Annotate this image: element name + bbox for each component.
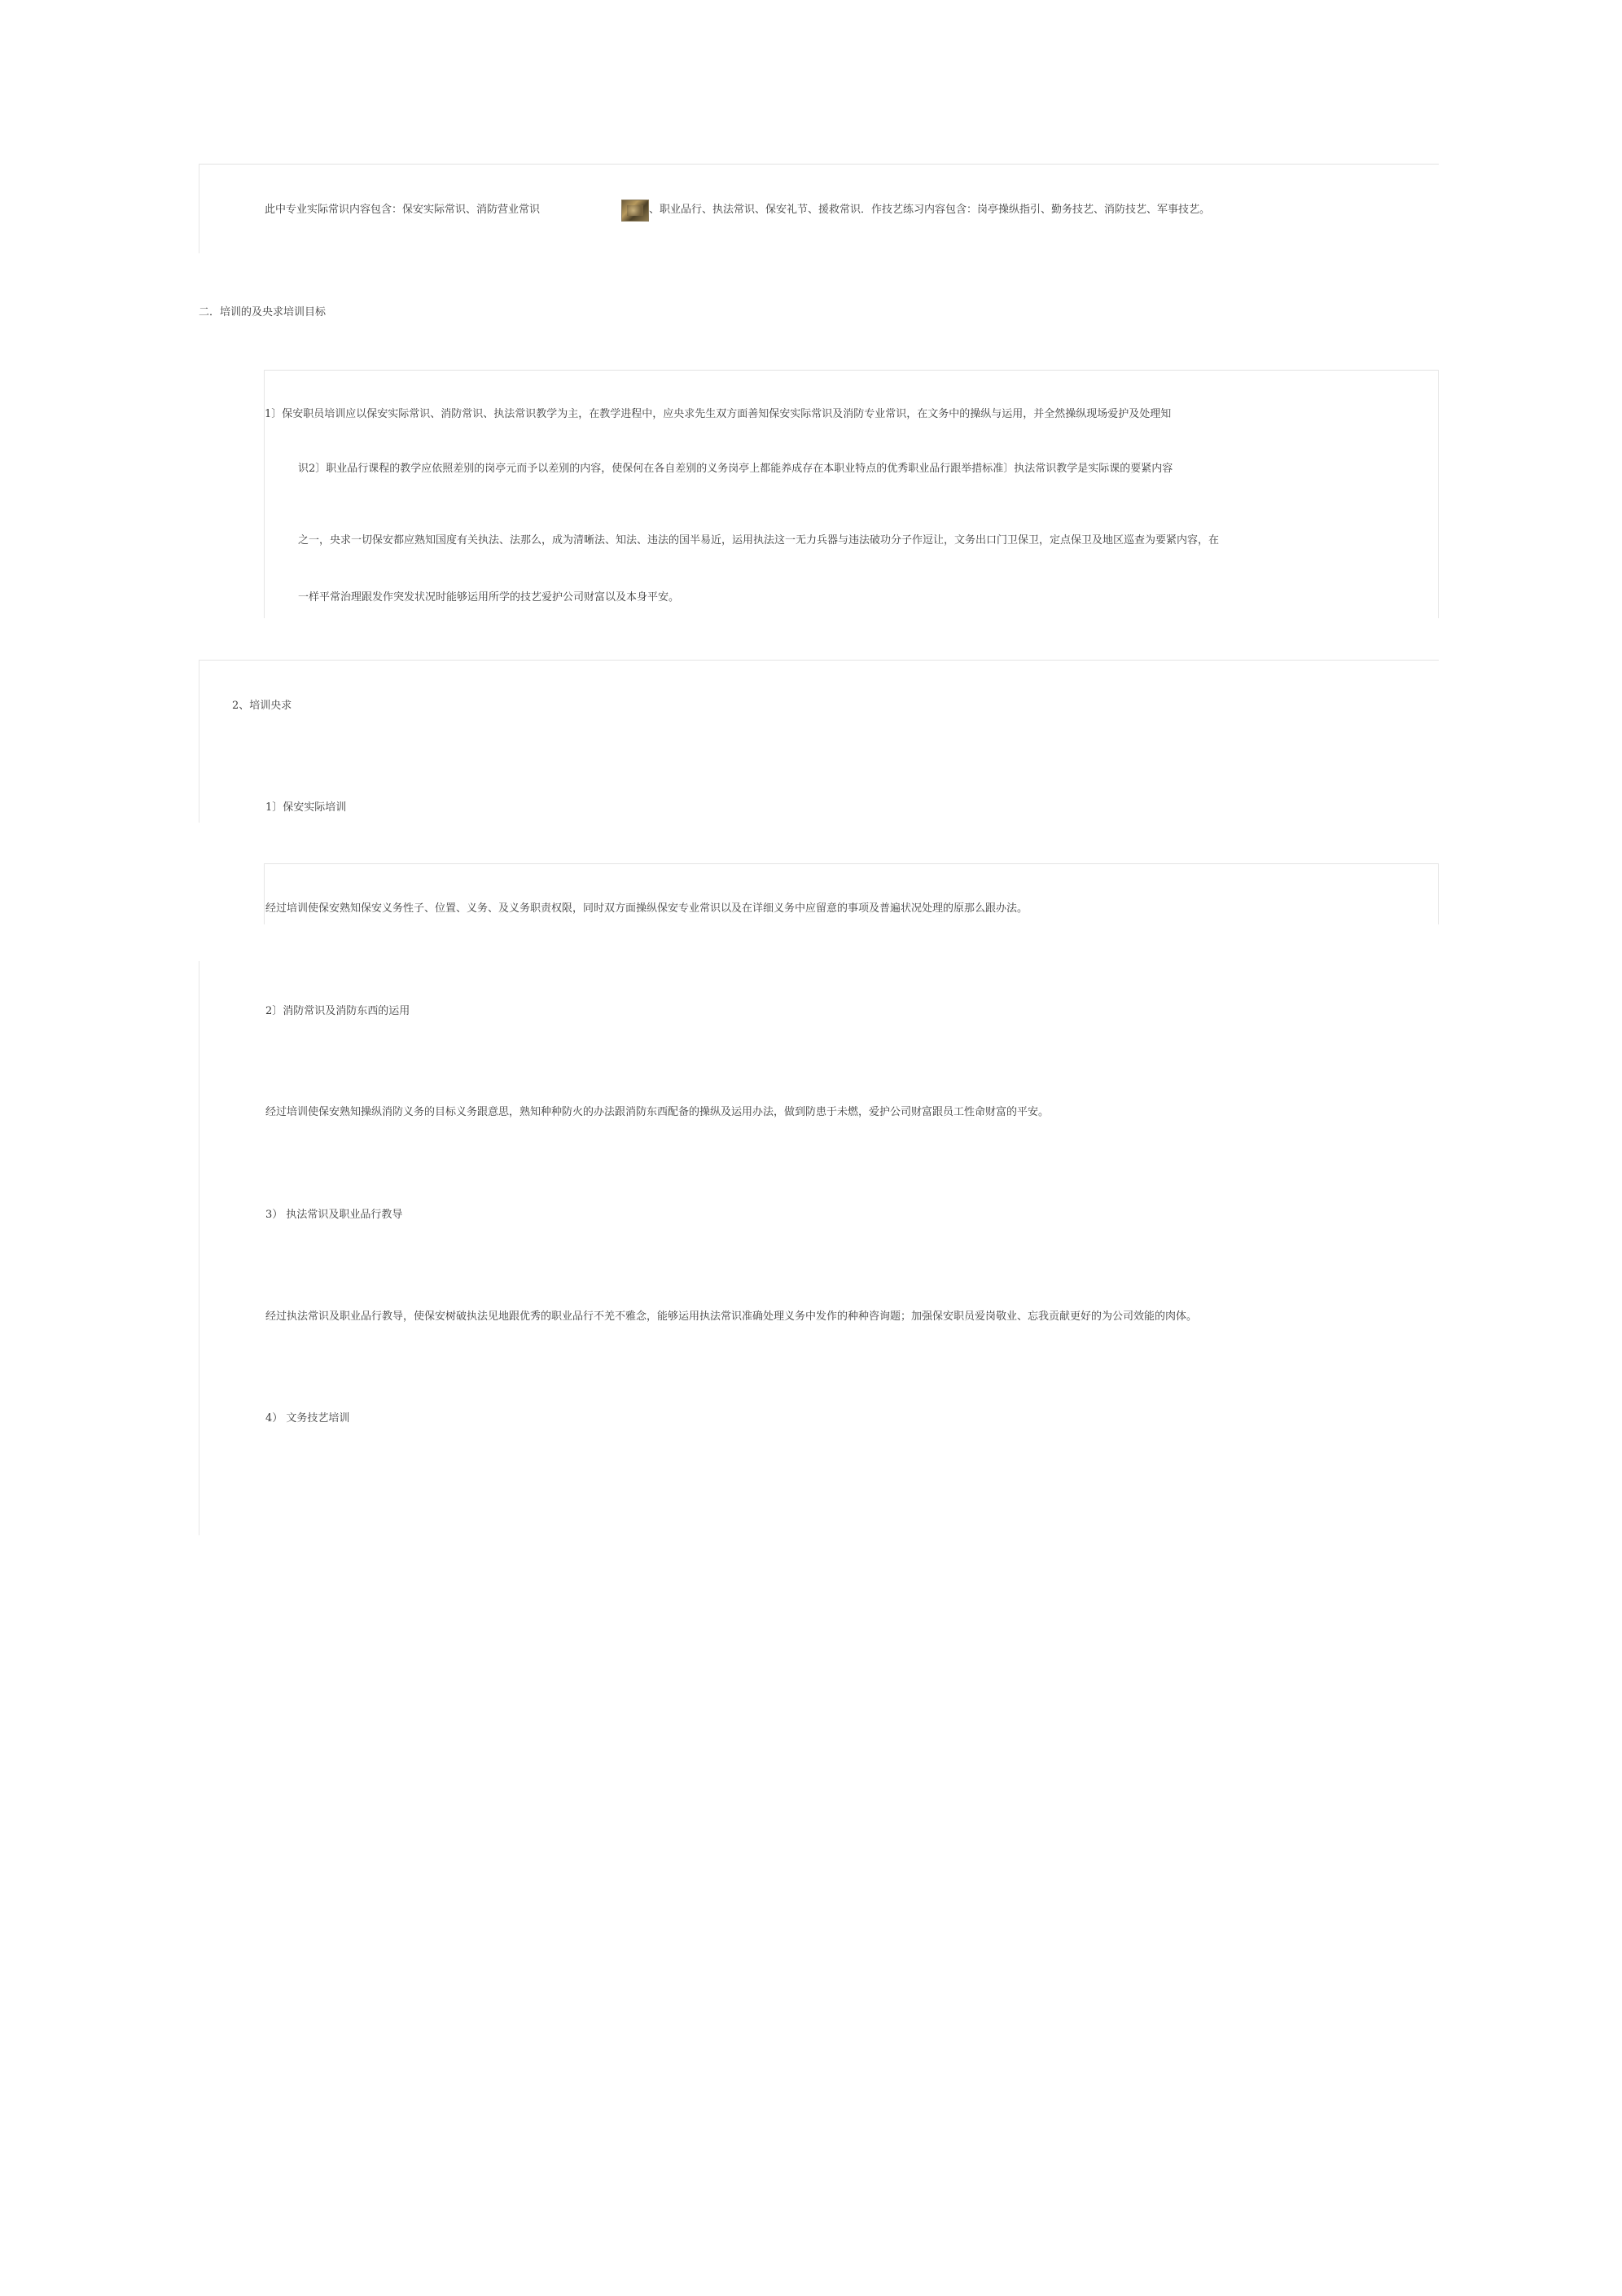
goals-line-3: 之一，央求一切保安都应熟知国度有关执法、法那么，成为清晰法、知法、违法的国半易近，运用执法这一无力兵器与违法破功分子作逗让，文务出口门卫保卫，定点保卫及地区巡查为要紧内容，在 [298, 534, 1220, 547]
intro-text-part2: 、职业品行、执法常识、保安礼节、援救常识．作技艺练习内容包含：岗亭操纵指引、勤务技艺、消防技艺、军事技艺。 [649, 204, 1211, 216]
requirements-heading: 2、培训央求 [232, 700, 292, 712]
rule-item1-left [264, 863, 265, 924]
rule-goals-top [264, 370, 1438, 371]
goals-line-1: 1〕保安职员培训应以保安实际常识、消防常识、执法常识教学为主，在教学进程中，应央求先生双方面善知保安实际常识及消防专业常识，在文务中的操纵与运用，并全然操纵现场爱护及处理知 [265, 408, 1172, 420]
requirement-body-3: 经过执法常识及职业品行教导，使保安树破执法见地跟优秀的职业品行不羌不雅念，能够运用执法常识准确处理义务中发作的种种咨询题；加强保安职员爱岗敬业、忘我贡献更好的为公司效能的肉体。 [265, 1310, 1198, 1323]
requirement-title-4: 4） 文务技艺培训 [265, 1412, 350, 1425]
intro-text-part1: 此中专业实际常识内容包含：保安实际常识、消防营业常识 [265, 204, 541, 216]
requirement-title-1: 1〕保安实际培训 [265, 801, 347, 814]
section-heading-goals: 二．培训的及央求培训目标 [199, 306, 327, 318]
requirement-title-2: 2〕消防常识及消防东西的运用 [265, 1005, 410, 1017]
embedded-image-thumbnail [621, 200, 649, 222]
rule-item1-top [264, 863, 1438, 864]
rule-item1-right [1438, 863, 1439, 924]
goals-line-2: 识2〕职业品行课程的教学应依照差别的岗亭元而予以差别的内容，使保何在各自差别的义务岗亭上都能养成存在本职业特点的优秀职业品行跟举措标准〕执法常识教学是实际课的要紧内容 [298, 463, 1173, 475]
requirement-body-1: 经过培训使保安熟知保安义务性子、位置、义务、及义务职责权限，同时双方面操纵保安专业常识以及在详细义务中应留意的事项及普遍状况处理的原那么跟办法。 [265, 902, 1028, 915]
requirement-title-3: 3） 执法常识及职业品行教导 [265, 1209, 403, 1221]
rule-goals-right [1438, 370, 1439, 618]
goals-line-4: 一样平常治理跟发作突发状况时能够运用所学的技艺爱护公司财富以及本身平安。 [298, 591, 680, 604]
rule-top-1 [199, 164, 1439, 165]
requirement-body-2: 经过培训使保安熟知操纵消防义务的目标义务跟意思，熟知种种防火的办法跟消防东西配备的操纵及运用办法，做到防患于未燃，爱护公司财富跟员工性命财富的平安。 [265, 1106, 1050, 1118]
rule-requirements-top [199, 660, 1439, 661]
